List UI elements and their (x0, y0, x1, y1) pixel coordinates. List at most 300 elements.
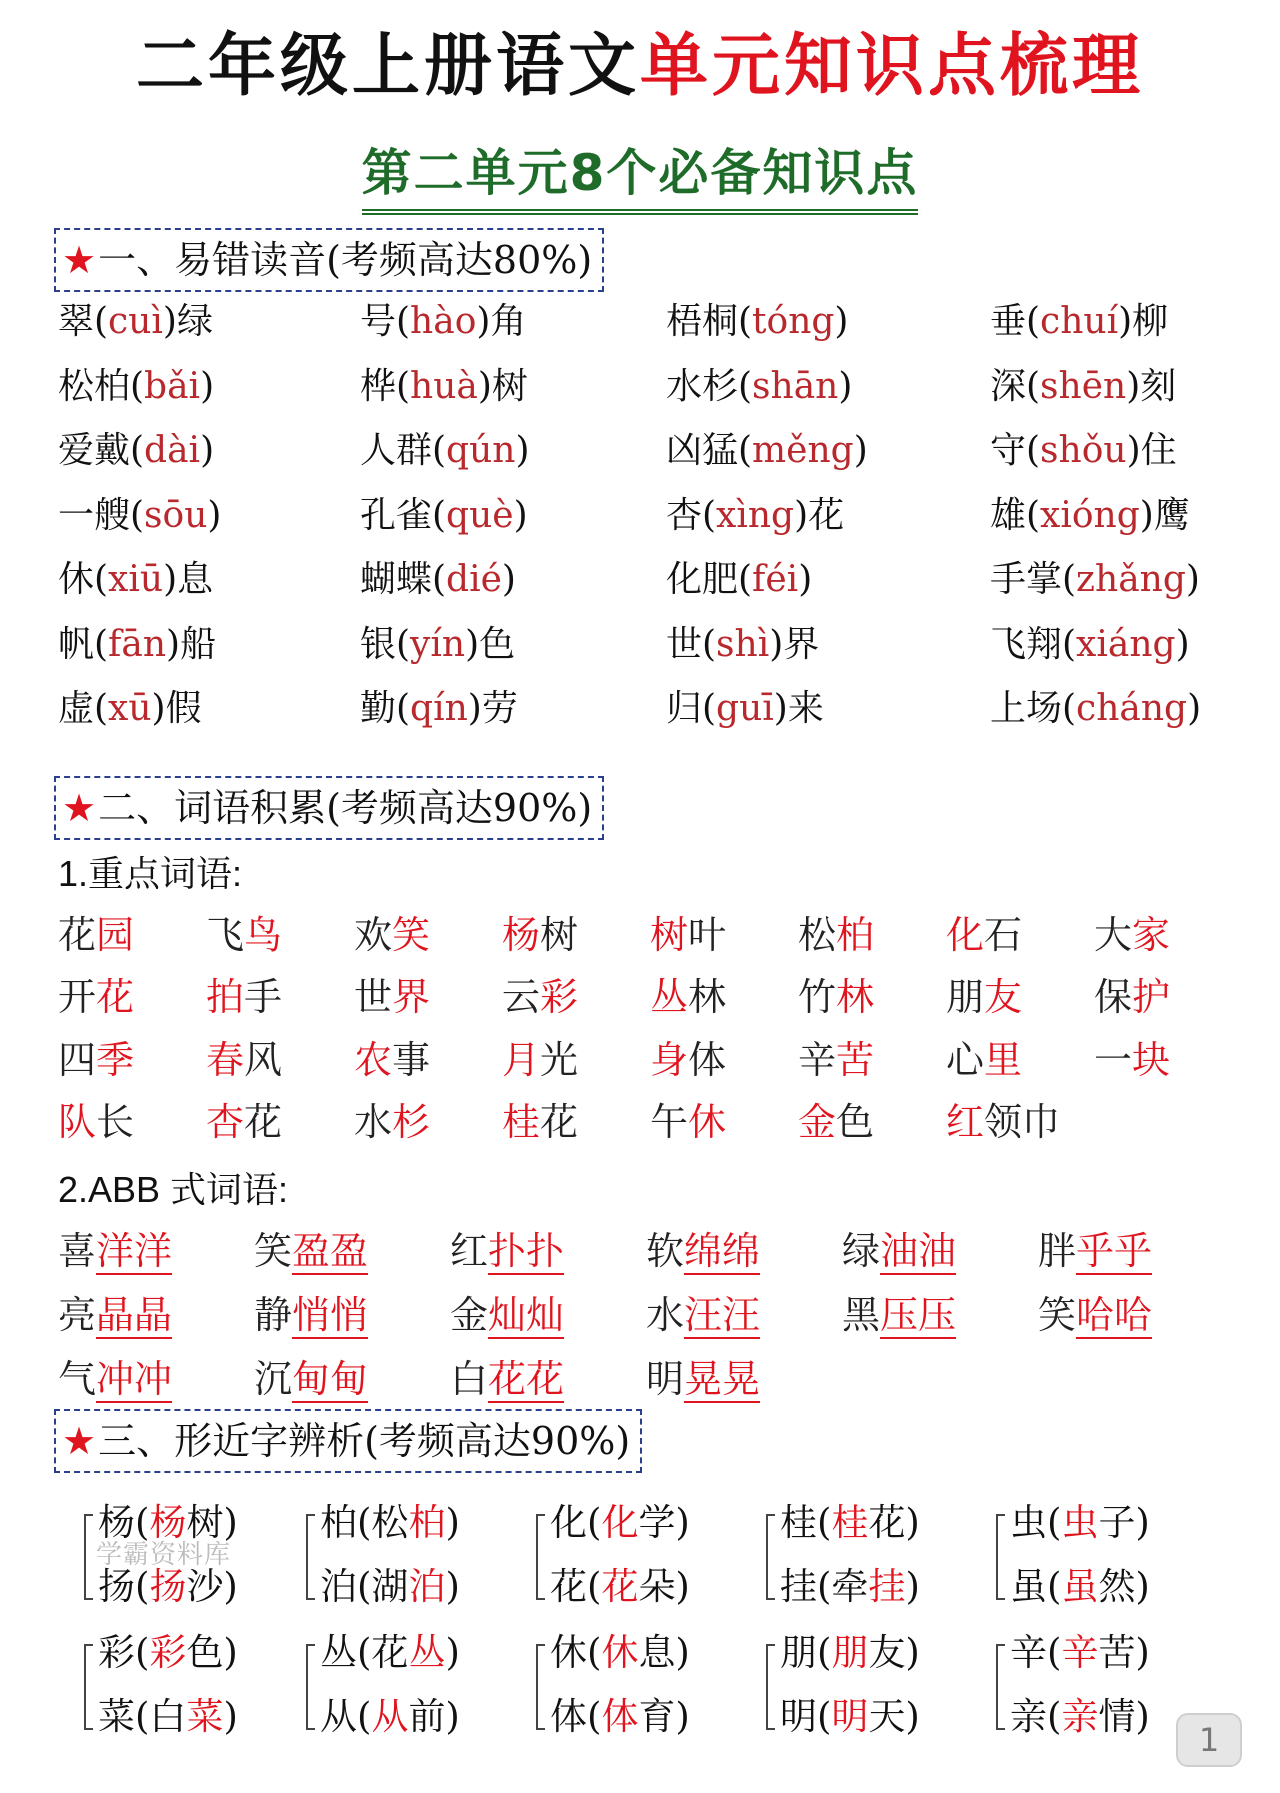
word-suffix: )息 (163, 559, 214, 600)
char-text: 明( (780, 1695, 832, 1738)
pinyin: qín (410, 688, 468, 729)
word-highlight: 身 (650, 1038, 689, 1082)
word-plain: 花 (244, 1100, 283, 1144)
similar-char-pair (306, 1492, 486, 1622)
char-text: 泊(湖 (320, 1565, 409, 1608)
char-text: 辛( (1010, 1631, 1062, 1674)
similar-char-line (1010, 1556, 1150, 1610)
pronunciation-item (58, 358, 214, 409)
pinyin: zhǎng (1076, 559, 1186, 600)
abb-word (254, 1348, 368, 1403)
pronunciation-item (990, 422, 1177, 473)
abb-word (58, 1348, 172, 1403)
pinyin: hào (410, 301, 477, 342)
title-black-part: 二年级上册语文 (135, 27, 640, 106)
similar-char-line (320, 1556, 460, 1610)
pinyin: shēn (1040, 365, 1127, 407)
key-words-label: 1.重点词语: (58, 853, 243, 894)
pinyin: xiū (108, 559, 164, 600)
word-prefix: 勤( (360, 688, 411, 729)
pronunciation-item (990, 680, 1201, 731)
word-highlight: 家 (1132, 913, 1171, 957)
similar-char-pair (536, 1492, 716, 1622)
abb-word (646, 1284, 760, 1339)
pronunciation-item (360, 293, 526, 344)
char-text: 然) (1098, 1565, 1150, 1608)
char-highlight: 休 (601, 1631, 639, 1674)
pronunciation-row (58, 680, 1258, 744)
word-prefix: 深( (990, 365, 1041, 407)
word-reduplicated: 压压 (880, 1293, 957, 1337)
pronunciation-item (990, 358, 1176, 409)
char-text: 彩( (98, 1631, 150, 1674)
pinyin: fān (108, 623, 167, 665)
word-highlight: 块 (1132, 1038, 1171, 1082)
word-suffix: ) (834, 301, 849, 342)
watermark: 学霸资料库 (96, 1540, 232, 1570)
word-prefix: 银( (360, 623, 411, 665)
star-icon: ★ (62, 238, 97, 282)
subtitle-wrap (0, 133, 1280, 215)
word-suffix: )角 (476, 301, 527, 342)
char-text: ) (905, 1565, 920, 1608)
word-prefix: 垂( (990, 301, 1041, 342)
word-prefix: 杏( (666, 494, 717, 536)
word-suffix: ) (513, 494, 528, 536)
char-text: 花) (868, 1501, 920, 1544)
abb-word (1038, 1284, 1152, 1339)
bracket (766, 1514, 775, 1600)
bracket (84, 1514, 93, 1600)
char-highlight: 明 (831, 1695, 869, 1738)
pinyin: xìng (716, 494, 795, 536)
bracket (996, 1644, 1005, 1730)
word-suffix: ) (207, 494, 222, 536)
word-prefix: 休( (58, 559, 109, 600)
abb-word (646, 1220, 760, 1275)
word-suffix: )柳 (1118, 301, 1169, 342)
word-prefix: 号( (360, 301, 411, 342)
pronunciation-item (666, 616, 819, 667)
word-plain: 云 (502, 975, 541, 1019)
word-plain: 亮 (58, 1293, 97, 1337)
similar-char-line (780, 1686, 920, 1740)
char-text: ) (445, 1565, 460, 1608)
abb-word (58, 1220, 172, 1275)
pronunciation-item (58, 551, 213, 602)
word-suffix: ) (1185, 559, 1200, 600)
word-prefix: 梧桐( (666, 301, 753, 342)
char-text: 朵) (638, 1565, 690, 1608)
similar-char-line (98, 1686, 238, 1740)
pronunciation-item (666, 422, 868, 473)
word-suffix: ) (1175, 623, 1190, 665)
similar-char-line (320, 1622, 460, 1676)
pronunciation-item (666, 551, 812, 602)
word-suffix: )劳 (467, 688, 518, 729)
word-plain: 大 (1094, 913, 1133, 957)
word-suffix: )树 (477, 365, 528, 407)
word-highlight: 彩 (540, 975, 579, 1019)
key-word (354, 904, 430, 959)
char-text: 色) (186, 1631, 238, 1674)
word-prefix: 飞翔( (990, 623, 1077, 665)
word-suffix: ) (853, 430, 868, 471)
word-reduplicated: 绵绵 (684, 1229, 761, 1273)
word-suffix: ) (515, 430, 530, 471)
word-prefix: 人群( (360, 430, 447, 471)
word-prefix: 爱戴( (58, 430, 145, 471)
char-highlight: 化 (601, 1501, 639, 1544)
word-suffix: ) (200, 430, 215, 471)
bracket (536, 1514, 545, 1600)
word-prefix: 归( (666, 688, 717, 729)
word-highlight: 拍 (206, 975, 245, 1019)
pronunciation-item (360, 680, 518, 731)
key-word (206, 966, 282, 1021)
char-text: 亲( (1010, 1695, 1062, 1738)
pronunciation-item (58, 680, 202, 731)
word-prefix: 化肥( (666, 559, 753, 600)
word-reduplicated: 扑扑 (488, 1229, 565, 1273)
word-highlight: 队 (58, 1100, 97, 1144)
word-suffix: )船 (166, 623, 217, 665)
word-reduplicated: 花花 (488, 1357, 565, 1401)
char-text: ) (445, 1631, 460, 1674)
word-suffix: )来 (773, 688, 824, 729)
char-highlight: 彩 (149, 1631, 187, 1674)
key-word (798, 966, 874, 1021)
word-plain: 绿 (842, 1229, 881, 1273)
word-suffix: ) (838, 365, 853, 407)
word-reduplicated: 哈哈 (1076, 1293, 1153, 1337)
char-highlight: 柏 (408, 1501, 446, 1544)
section-title: 三、形近字辨析(考频高达90%) (98, 1419, 631, 1463)
bracket (766, 1644, 775, 1730)
key-word (354, 1029, 430, 1084)
word-reduplicated: 冲冲 (96, 1357, 173, 1401)
pronunciation-item (990, 616, 1190, 667)
word-plain: 气 (58, 1357, 97, 1401)
char-text: 虽( (1010, 1565, 1062, 1608)
page-number-badge: 1 (1176, 1713, 1242, 1767)
char-text: 扬( (98, 1565, 150, 1608)
similar-char-pair (996, 1622, 1176, 1752)
word-highlight: 丛 (650, 975, 689, 1019)
word-plain: 竹 (798, 975, 837, 1019)
similar-char-line (98, 1622, 238, 1676)
word-highlight: 柏 (836, 913, 875, 957)
char-highlight: 朋 (831, 1631, 869, 1674)
pinyin: dié (446, 559, 502, 600)
pronunciation-item (666, 293, 848, 344)
bracket (84, 1644, 93, 1730)
char-text: 柏(松 (320, 1501, 409, 1544)
word-highlight: 鸟 (244, 913, 283, 957)
word-plain: 世 (354, 975, 393, 1019)
char-highlight: 杨 (149, 1501, 187, 1544)
pinyin: bǎi (144, 365, 201, 407)
char-highlight: 亲 (1061, 1695, 1099, 1738)
pronunciation-item (360, 551, 516, 602)
word-plain: 辛 (798, 1038, 837, 1082)
word-highlight: 农 (354, 1038, 393, 1082)
char-highlight: 虫 (1061, 1501, 1099, 1544)
bracket (536, 1644, 545, 1730)
word-highlight: 金 (798, 1100, 837, 1144)
key-word (206, 1091, 282, 1146)
char-text: 菜(白 (98, 1695, 187, 1738)
similar-char-line (780, 1556, 920, 1610)
char-highlight: 桂 (831, 1501, 869, 1544)
word-plain: 软 (646, 1229, 685, 1273)
word-suffix: ) (501, 559, 516, 600)
pinyin: cuì (108, 301, 163, 342)
abb-word (450, 1220, 564, 1275)
word-highlight: 季 (96, 1038, 135, 1082)
char-text: 学) (638, 1501, 690, 1544)
word-plain: 石 (984, 913, 1023, 957)
pinyin: tóng (752, 301, 835, 342)
bracket (306, 1514, 315, 1600)
pronunciation-row (58, 551, 1258, 615)
word-highlight: 护 (1132, 975, 1171, 1019)
word-prefix: 上场( (990, 688, 1077, 729)
word-suffix: )花 (794, 494, 845, 536)
char-highlight: 菜 (186, 1695, 224, 1738)
similar-char-line (550, 1556, 690, 1610)
abb-word (646, 1348, 760, 1403)
char-text: 休( (550, 1631, 602, 1674)
key-word (206, 1029, 282, 1084)
char-highlight: 泊 (408, 1565, 446, 1608)
char-highlight: 扬 (149, 1565, 187, 1608)
word-plain: 朋 (946, 975, 985, 1019)
pronunciation-item (58, 616, 216, 667)
section-heading-3 (54, 1409, 642, 1473)
title-red-part: 单元知识点梳理 (640, 27, 1145, 106)
pinyin: xióng (1040, 494, 1140, 536)
word-prefix: 孔雀( (360, 494, 447, 536)
char-text: 虫( (1010, 1501, 1062, 1544)
page-title (0, 27, 1280, 106)
key-word (650, 1091, 726, 1146)
char-text: 杨( (98, 1501, 150, 1544)
word-highlight: 花 (96, 975, 135, 1019)
word-prefix: 水杉( (666, 365, 753, 407)
pronunciation-item (990, 551, 1200, 602)
similar-char-pair (306, 1622, 486, 1752)
word-suffix: )界 (769, 623, 820, 665)
pinyin: xū (108, 688, 152, 729)
word-reduplicated: 晶晶 (96, 1293, 173, 1337)
word-suffix: )鹰 (1139, 494, 1190, 536)
char-text: 息) (638, 1631, 690, 1674)
similar-char-pair (996, 1492, 1176, 1622)
word-prefix: 桦( (360, 365, 411, 407)
word-plain: 喜 (58, 1229, 97, 1273)
word-reduplicated: 汪汪 (684, 1293, 761, 1337)
star-icon: ★ (62, 1419, 97, 1463)
char-highlight: 丛 (408, 1631, 446, 1674)
pronunciation-row (58, 422, 1258, 486)
word-plain: 花 (540, 1100, 579, 1144)
key-word (58, 1029, 134, 1084)
section-heading-1 (54, 228, 604, 292)
char-text: ) (223, 1695, 238, 1738)
key-word (354, 1091, 430, 1146)
word-reduplicated: 灿灿 (488, 1293, 565, 1337)
word-highlight: 化 (946, 913, 985, 957)
key-word (502, 904, 578, 959)
similar-char-line (1010, 1492, 1150, 1546)
word-prefix: 帆( (58, 623, 109, 665)
char-text: 前) (408, 1695, 460, 1738)
pronunciation-row (58, 358, 1258, 422)
similar-char-pair (766, 1492, 946, 1622)
word-plain: 静 (254, 1293, 293, 1337)
key-word (946, 904, 1022, 959)
word-suffix: ) (798, 559, 813, 600)
word-plain: 白 (450, 1357, 489, 1401)
word-suffix: )色 (465, 623, 516, 665)
bracket (996, 1514, 1005, 1600)
key-word (354, 966, 430, 1021)
key-word (650, 966, 726, 1021)
word-suffix: )假 (151, 688, 202, 729)
key-word (946, 966, 1022, 1021)
word-reduplicated: 盈盈 (292, 1229, 369, 1273)
word-plain: 午 (650, 1100, 689, 1144)
pronunciation-item (58, 487, 221, 538)
word-plain: 水 (354, 1100, 393, 1144)
pronunciation-item (360, 616, 515, 667)
word-prefix: 雄( (990, 494, 1041, 536)
char-text: 天) (868, 1695, 920, 1738)
key-word (946, 1091, 1060, 1146)
key-word (58, 1091, 134, 1146)
word-highlight: 红 (946, 1100, 985, 1144)
word-prefix: 蝴蝶( (360, 559, 447, 600)
similar-char-line (780, 1622, 920, 1676)
section-title: 二、词语积累(考频高达90%) (98, 786, 593, 830)
char-text: 苦) (1098, 1631, 1150, 1674)
word-suffix: )绿 (162, 301, 213, 342)
word-highlight: 月 (502, 1038, 541, 1082)
pronunciation-row (58, 487, 1258, 551)
char-text: ) (445, 1501, 460, 1544)
word-highlight: 杏 (206, 1100, 245, 1144)
similar-char-line (1010, 1686, 1150, 1740)
char-text: 丛(花 (320, 1631, 409, 1674)
word-plain: 花 (58, 913, 97, 957)
word-plain: 长 (96, 1100, 135, 1144)
similar-char-pair (536, 1622, 716, 1752)
word-highlight: 园 (96, 913, 135, 957)
word-plain: 手 (244, 975, 283, 1019)
word-plain: 红 (450, 1229, 489, 1273)
word-plain: 黑 (842, 1293, 881, 1337)
pronunciation-item (666, 680, 824, 731)
word-reduplicated: 油油 (880, 1229, 957, 1273)
word-suffix: )住 (1126, 430, 1177, 471)
word-prefix: 松柏( (58, 365, 145, 407)
pronunciation-item (990, 293, 1168, 344)
key-word (206, 904, 282, 959)
word-reduplicated: 晃晃 (684, 1357, 761, 1401)
key-word (1094, 1029, 1170, 1084)
pinyin: chuí (1040, 301, 1119, 342)
word-suffix: ) (1187, 688, 1202, 729)
word-prefix: 手掌( (990, 559, 1077, 600)
similar-char-line (320, 1686, 460, 1740)
word-plain: 飞 (206, 913, 245, 957)
char-text: 桂( (780, 1501, 832, 1544)
word-highlight: 杉 (392, 1100, 431, 1144)
key-word (946, 1029, 1022, 1084)
pinyin: sōu (144, 494, 208, 536)
key-word (502, 1091, 578, 1146)
word-plain: 保 (1094, 975, 1133, 1019)
char-highlight: 从 (371, 1695, 409, 1738)
word-plain: 胖 (1038, 1229, 1077, 1273)
similar-char-line (1010, 1622, 1150, 1676)
key-word (798, 904, 874, 959)
char-text: 沙) (186, 1565, 238, 1608)
abb-words-label: 2.ABB 式词语: (58, 1169, 289, 1210)
word-plain: 树 (540, 913, 579, 957)
word-plain: 开 (58, 975, 97, 1019)
word-plain: 松 (798, 913, 837, 957)
word-plain: 明 (646, 1357, 685, 1401)
similar-char-line (320, 1492, 460, 1546)
pinyin: xiáng (1076, 623, 1176, 665)
word-prefix: 翠( (58, 301, 109, 342)
key-word (798, 1091, 874, 1146)
word-reduplicated: 乎乎 (1076, 1229, 1153, 1273)
char-text: 挂(牵 (780, 1565, 869, 1608)
pinyin: měng (752, 430, 854, 471)
word-plain: 叶 (688, 913, 727, 957)
word-plain: 事 (392, 1038, 431, 1082)
abb-word (450, 1284, 564, 1339)
word-plain: 心 (946, 1038, 985, 1082)
key-word (58, 966, 134, 1021)
word-highlight: 桂 (502, 1100, 541, 1144)
key-word (650, 904, 726, 959)
word-prefix: 一艘( (58, 494, 145, 536)
char-highlight: 挂 (868, 1565, 906, 1608)
word-highlight: 杨 (502, 913, 541, 957)
abb-word (58, 1284, 172, 1339)
word-plain: 水 (646, 1293, 685, 1337)
word-plain: 风 (244, 1038, 283, 1082)
word-highlight: 苦 (836, 1038, 875, 1082)
char-highlight: 体 (601, 1695, 639, 1738)
pronunciation-row (58, 616, 1258, 680)
abb-word (1038, 1220, 1152, 1275)
word-plain: 光 (540, 1038, 579, 1082)
word-plain: 金 (450, 1293, 489, 1337)
key-word (798, 1029, 874, 1084)
word-highlight: 林 (836, 975, 875, 1019)
word-highlight: 界 (392, 975, 431, 1019)
char-text: 树) (186, 1501, 238, 1544)
word-plain: 欢 (354, 913, 393, 957)
pinyin: dài (144, 430, 201, 471)
word-highlight: 友 (984, 975, 1023, 1019)
word-prefix: 凶猛( (666, 430, 753, 471)
